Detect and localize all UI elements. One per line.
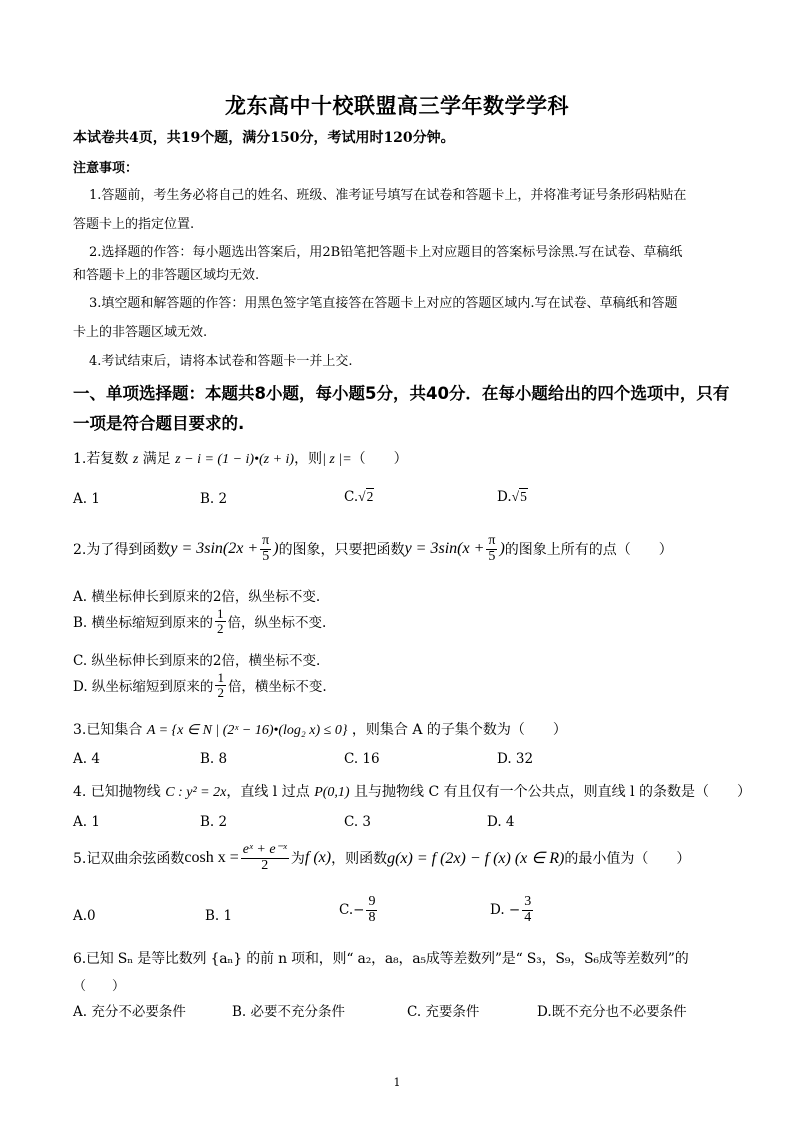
fraction-numerator: 1 [217,606,224,621]
q2-option-a: A. 横坐标伸长到原来的2倍，纵坐标不变. [73,589,321,605]
q2-option-b-post: 倍，纵坐标不变. [227,615,327,632]
question-5 [73,843,690,873]
q1-option-c-radicand: 2 [366,489,374,504]
fraction-numerator: 1 [217,670,224,685]
cosh-fraction [241,843,289,873]
q2-option-d [73,671,327,699]
q3-suffix: ，则集合 A 的子集个数为（ ） [351,722,567,738]
q6-option-d: D.既不充分也不必要条件 [537,1004,687,1020]
notice-line: 2.选择题的作答：每小题选出答案后，用2B铅笔把答题卡上对应题目的答案标号涂黑.写在试卷、草稿纸 [89,245,683,260]
q5-cosh: cosh x = [184,849,239,867]
notice-line: 卡上的非答题区域无效. [73,325,208,340]
q5-mid: 为 [290,851,305,868]
q1-option-a: A. 1 [73,491,100,507]
section-heading: 一、单项选择题：本题共8小题，每小题5分，共40分．在每小题给出的四个选项中，只有 [73,384,730,403]
fraction-denominator: 2 [217,684,224,700]
fraction-numerator: π [488,533,496,548]
section-heading: 一项是符合题目要求的. [73,414,245,433]
pi-over-five-fraction [486,534,497,564]
q3-option-b: B. 8 [200,751,228,767]
notice-heading: 注意事项： [73,161,139,176]
q2-prefix: 2.为了得到函数 [73,542,171,559]
q4-suffix: 且与抛物线 C 有且仅有一个公共点，则直线 l 的条数是（ ） [354,784,752,800]
q2-option-d-post: 倍，横坐标不变. [227,679,327,696]
sqrt-symbol: √5 [511,489,527,504]
q5-suffix: 的最小值为（ ） [564,851,691,868]
q4-option-b: B. 2 [200,814,228,830]
q2-option-c: C. 纵坐标伸长到原来的2倍，横坐标不变. [73,653,321,669]
q3-set: A = {x ∈ N | (2ˣ − 16)•(log₂ x) ≤ 0} [146,723,348,738]
exam-title: 龙东高中十校联盟高三学年数学学科 [225,94,569,118]
q2-rparen: ) [273,540,279,558]
q6-option-b: B. 必要不充分条件 [232,1004,346,1020]
q4-option-a: A. 1 [73,814,100,830]
q1-equation: z − i = (1 − i)•(z + i) [175,452,295,467]
fraction-denominator: 2 [261,857,269,873]
q5-g-function: g(x) = f (2x) − f (x) (x ∈ R) [387,850,565,868]
q2-rparen: ) [499,540,505,558]
q5-option-d [490,895,535,925]
q5-fx: f (x) [304,849,332,867]
q2-function-source: y = 3sin(x + [404,540,485,558]
fraction-numerator: 9 [368,894,376,909]
three-quarters-fraction [522,895,533,925]
fraction-denominator: 8 [368,909,376,925]
notice-line: 1.答题前，考生务必将自己的姓名、班级、准考证号填写在试卷和答题卡上，并将准考证号条形码粘贴在 [89,188,687,203]
q4-parabola: C : y² = 2x [165,785,227,800]
fraction-numerator: eˣ + e⁻ˣ [242,842,287,857]
sqrt-symbol: √2 [358,489,374,504]
q1-mid: 满足 [142,451,171,467]
q1-option-b: B. 2 [200,491,228,507]
notice-line: 和答题卡上的非答题区域均无效. [73,268,260,283]
q4-mid: ，直线 l 过点 [226,784,310,800]
q2-mid: 的图象，只要把函数 [278,542,405,559]
q4-option-c: C. 3 [344,814,372,830]
q1-prefix: 1.若复数 [73,451,129,467]
q6-option-a: A. 充分不必要条件 [73,1004,186,1020]
q5-option-c [339,895,379,925]
question-4 [73,781,751,801]
one-half-fraction [215,671,226,699]
q3-option-a: A. 4 [73,751,100,767]
q1-modulus: | z |= [322,452,352,467]
fraction-denominator: 2 [217,620,224,636]
nine-eighths-fraction [366,895,377,925]
fraction-denominator: 5 [262,548,270,564]
q2-suffix: 的图象上所有的点（ ） [504,542,673,559]
question-2 [73,534,673,564]
q1-paren: （ ） [351,451,408,467]
pi-over-five-fraction [260,534,271,564]
q1-option-d-label: D. [497,489,512,505]
q6-option-c: C. 充要条件 [407,1004,480,1020]
q2-option-d-pre: D. 纵坐标缩短到原来的 [73,679,214,696]
q5-option-d-pre: D. − [490,902,521,919]
fraction-denominator: 5 [488,548,496,564]
q4-prefix: 4. 已知抛物线 [73,784,161,800]
q5-option-b: B. 1 [205,908,233,924]
q4-option-d: D. 4 [487,814,515,830]
question-3 [73,719,567,739]
notice-line: 4.考试结束后，请将本试卷和答题卡一并上交. [89,354,353,369]
question-1 [73,448,408,468]
q2-option-b [73,607,326,635]
q2-function-target: y = 3sin(2x + [170,540,259,558]
q1-option-c [344,489,374,505]
notice-line: 答题卡上的指定位置. [73,217,195,232]
question-6: 6.已知 Sₙ 是等比数列 {aₙ} 的前 n 项和，则“ a₂，a₈，a₅成等差数列”是“ S₃，S₉，S₆成等差数列”的 [73,951,689,967]
q5-option-c-pre: C.− [339,902,365,919]
one-half-fraction [215,607,226,635]
q1-option-d-radicand: 5 [520,489,527,504]
page-number: 1 [393,1076,401,1089]
q6-paren: （ ） [73,979,126,994]
fraction-denominator: 4 [524,909,532,925]
notice-line: 3.填空题和解答题的作答：用黑色签字笔直接答在答题卡上对应的答题区域内.写在试卷、草稿纸和答题 [89,296,678,311]
q1-option-c-label: C. [344,489,359,505]
exam-intro: 本试卷共4页，共19个题，满分150分，考试用时120分钟。 [73,130,455,146]
q3-option-d: D. 32 [497,751,534,767]
q5-prefix: 5.记双曲余弦函数 [73,851,185,868]
q1-then: ，则 [294,451,323,467]
q4-point: P(0,1) [314,785,350,800]
q2-option-b-pre: B. 横坐标缩短到原来的 [73,615,214,632]
fraction-numerator: π [262,533,270,548]
q3-option-c: C. 16 [344,751,380,767]
q1-option-d [497,489,528,505]
q3-prefix: 3.已知集合 [73,722,143,738]
q5-option-a: A.0 [73,908,96,924]
q5-then: ，则函数 [331,851,388,868]
fraction-numerator: 3 [524,894,532,909]
q1-variable: z [132,452,139,467]
